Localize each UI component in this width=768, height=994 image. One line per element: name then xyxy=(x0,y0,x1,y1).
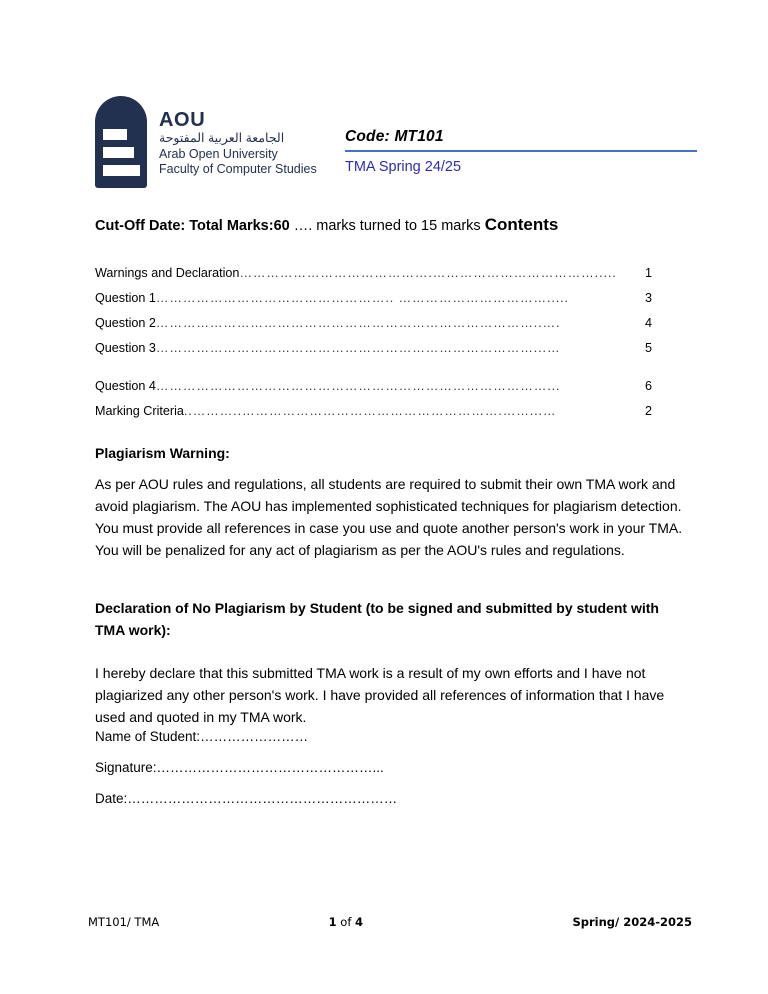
toc-row[interactable] xyxy=(95,316,652,341)
document-footer xyxy=(88,915,692,929)
footer-course-code: MT101/ TMA xyxy=(88,915,160,929)
toc-page-number: 6 xyxy=(644,379,652,393)
cutoff-remainder: …. marks turned to 15 marks xyxy=(289,218,485,234)
toc-page-number: 5 xyxy=(644,341,652,355)
logo-acronym: AOU xyxy=(159,109,206,131)
contents-heading: Contents xyxy=(484,215,559,234)
toc-dot-leader: …………………………………………………………………………...… xyxy=(155,341,561,355)
toc-label: Warnings and Declaration xyxy=(95,266,240,280)
document-header xyxy=(95,96,700,196)
toc-page-number: 4 xyxy=(644,316,652,330)
student-name-blank: …………………… xyxy=(200,729,309,744)
footer-page-of: of xyxy=(336,915,356,929)
toc-dot-leader: ..………..………………………………………………….……...… xyxy=(183,404,557,418)
logo-bar-1 xyxy=(103,129,127,140)
toc-row[interactable] xyxy=(95,341,652,366)
signature-label: Signature: xyxy=(95,760,157,775)
course-code-label: Code: xyxy=(345,128,390,145)
logo-english-name: Arab Open University xyxy=(159,146,278,161)
footer-page-indicator xyxy=(119,915,572,929)
aou-logo-mark-icon xyxy=(95,96,147,188)
logo-bar-3 xyxy=(103,165,140,176)
toc-row[interactable] xyxy=(95,379,652,404)
aou-logo-text xyxy=(159,110,317,178)
toc-page-number: 3 xyxy=(644,291,652,305)
toc-label: Question 4 xyxy=(95,379,156,393)
toc-dot-leader: ……………………………………………………………………………... xyxy=(155,379,561,393)
logo-arabic-name: الجامعة العربية المفتوحة xyxy=(159,131,285,145)
declaration-body: I hereby declare that this submitted TMA work is a result of my own efforts and I have not plagiarized any other person's work. I have provided all references of information that I have used and quoted in my TMA work. xyxy=(95,665,665,725)
toc-label: Question 2 xyxy=(95,316,156,330)
plagiarism-warning-body: As per AOU rules and regulations, all students are required to submit their own TMA work and avoid plagiarism. The AOU has implemented sophisticated techniques for plagiarism detection. You must provide all references in case you use and quote another person's work in your TMA. You will be penalized for any act of plagiarism as per the AOU's rules and regulations. xyxy=(95,476,683,558)
course-code-block xyxy=(345,128,700,175)
course-code-line xyxy=(345,128,700,146)
toc-row[interactable] xyxy=(95,404,652,429)
footer-term: Spring/ 2024-2025 xyxy=(572,915,692,929)
plagiarism-warning-title: Plagiarism Warning: xyxy=(95,445,230,461)
course-code-value: MT101 xyxy=(394,128,444,145)
toc-row[interactable] xyxy=(95,291,652,316)
header-divider xyxy=(345,150,697,152)
date-label: Date: xyxy=(95,791,128,806)
tma-term-label: TMA Spring 24/25 xyxy=(345,159,462,175)
toc-page-number: 2 xyxy=(644,404,652,418)
toc-page-number: 1 xyxy=(644,266,652,280)
toc-label: Question 1 xyxy=(95,291,156,305)
cutoff-label: Cut-Off Date: Total Marks:60 xyxy=(95,218,290,234)
date-blank: …………………………………………………… xyxy=(127,791,398,806)
date-field[interactable] xyxy=(95,791,695,822)
toc-dot-leader: …………………………………………….. ……………………………..... xyxy=(155,291,569,305)
signature-blank: …………………………………………... xyxy=(156,760,384,775)
toc-dot-leader: …………………………………….………………………………..... xyxy=(239,266,617,280)
toc-row[interactable] xyxy=(95,266,652,291)
signature-fields xyxy=(95,729,695,822)
cutoff-and-contents xyxy=(95,209,695,242)
footer-page-current: 1 xyxy=(328,915,337,929)
logo-bar-2 xyxy=(103,147,134,158)
toc-label: Question 3 xyxy=(95,341,156,355)
student-name-label: Name of Student: xyxy=(95,729,201,744)
toc-label: Marking Criteria xyxy=(95,404,184,418)
signature-field[interactable] xyxy=(95,760,695,791)
toc-dot-leader: …………………………………………………………………………..…. xyxy=(155,316,561,330)
logo-faculty-name: Faculty of Computer Studies xyxy=(159,162,317,177)
declaration-title: Declaration of No Plagiarism by Student (to be signed and submitted by student with TMA work): xyxy=(95,600,659,638)
footer-page-total: 4 xyxy=(355,915,364,929)
aou-logo xyxy=(95,96,317,188)
table-of-contents xyxy=(95,266,652,429)
student-name-field[interactable] xyxy=(95,729,695,760)
